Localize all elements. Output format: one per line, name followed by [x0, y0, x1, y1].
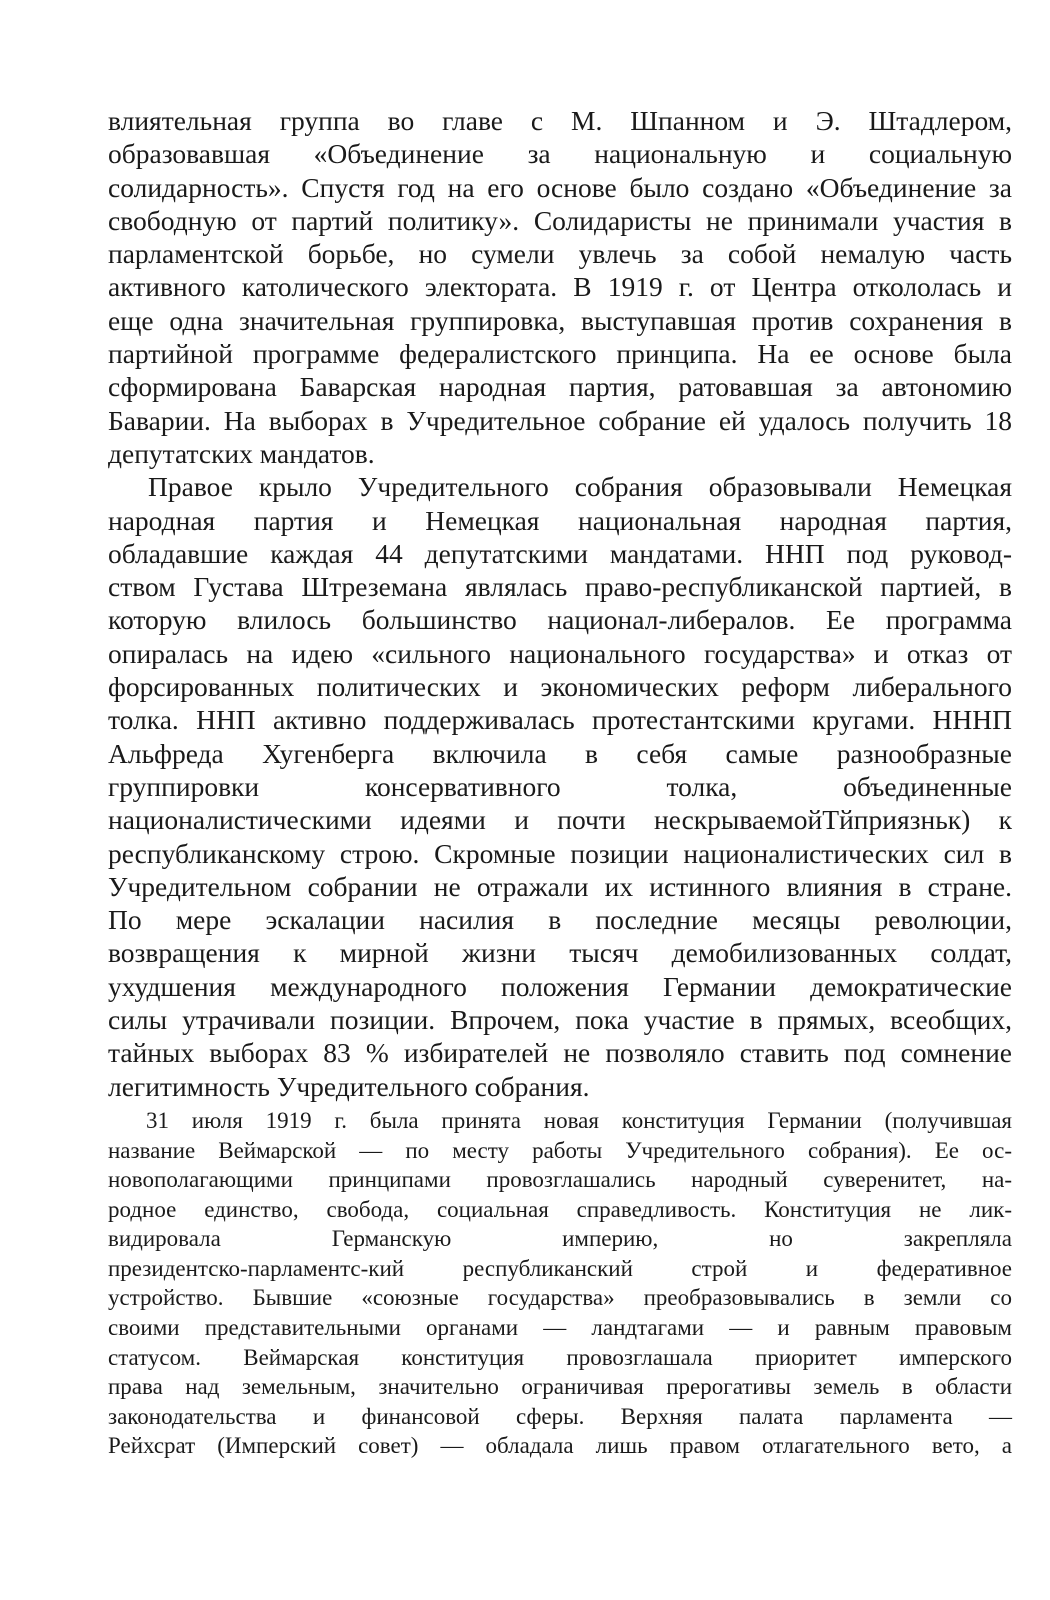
text-line: По мере эскалации насилия в последние месяцы революции, — [108, 904, 1012, 936]
paragraph-1 — [108, 104, 1012, 470]
text-line: ством Густава Штреземана являлась право-республиканской партией, в — [108, 571, 1012, 603]
text-line: родное единство, свобода, социальная справедливость. Конституция не лик- — [108, 1196, 1012, 1222]
text-line: Правое крыло Учредительного собрания образовывали Немецкая — [148, 471, 1012, 503]
text-line: права над земельным, значительно ограничивая прерогативы земель в области — [108, 1374, 1012, 1400]
text-line: новополагающими принципами провозглашались народный суверенитет, на- — [108, 1167, 1012, 1193]
text-line: республиканскому строю. Скромные позиции националистических сил в — [108, 837, 1012, 869]
text-line: силы утрачивали позиции. Впрочем, пока участие в прямых, всеобщих, — [108, 1004, 1012, 1036]
text-line: солидарность». Спустя год на его основе было создано «Объединение за — [108, 171, 1012, 203]
paragraph-3 — [108, 1106, 1012, 1461]
text-line: устройство. Бывшие «союзные государства» преобразовывались в земли со — [108, 1285, 1012, 1311]
text-line: Учредительном собрании не отражали их истинного влияния в стране. — [108, 870, 1012, 902]
text-line: тайных выборах 83 % избирателей не позволяло ставить под сомнение — [108, 1037, 1012, 1069]
document-page — [108, 104, 1012, 1461]
text-line: депутатских мандатов. — [108, 437, 375, 469]
text-line: которую влилось большинство национал-либералов. Ее программа — [108, 604, 1012, 636]
text-line: партийной программе федералистского принципа. На ее основе была — [108, 338, 1012, 370]
text-line: активного католического электората. В 1919 г. от Центра откололась и — [108, 271, 1012, 303]
text-line: ухудшения международного положения Германии демократические — [108, 970, 1012, 1002]
text-line: влиятельная группа во главе с М. Шпанном и Э. Штадлером, — [108, 105, 1012, 136]
text-line: видировала Германскую империю, но закрепляла — [108, 1226, 1012, 1252]
text-line: парламентской борьбе, но сумели увлечь за собой немалую часть — [108, 238, 1012, 270]
text-line: опиралась на идею «сильного национального государства» и отказ от — [108, 637, 1012, 669]
text-line: форсированных политических и экономических реформ либерального — [108, 671, 1012, 703]
text-line: статусом. Веймарская конституция провозглашала приоритет имперского — [108, 1344, 1012, 1370]
text-line: 31 июля 1919 г. была принята новая конституция Германии (получившая — [146, 1107, 1012, 1133]
text-line: свободную от партий политику». Солидаристы не принимали участия в — [108, 204, 1012, 236]
text-line: законодательства и финансовой сферы. Верхняя палата парламента — — [108, 1403, 1012, 1429]
text-line: Рейхсрат (Имперский совет) — обладала лишь правом отлагательного вето, а — [108, 1433, 1012, 1459]
text-line: народная партия и Немецкая национальная народная партия, — [108, 504, 1012, 536]
text-line: толка. ННП активно поддерживалась протестантскими кругами. НННП — [108, 704, 1012, 736]
text-line: президентско-парламентс-кий республиканский строй и федеративное — [108, 1255, 1012, 1281]
text-line: название Веймарской — по месту работы Учредительного собрания). Ее ос- — [108, 1137, 1012, 1163]
text-line: Альфреда Хугенберга включила в себя самые разнообразные — [108, 737, 1012, 769]
text-line: группировки консервативного толка, объединенные — [108, 770, 1012, 802]
text-line: националистическими идеями и почти нескрываемойТйприязньк) к — [108, 804, 1012, 836]
text-line: еще одна значительная группировка, выступавшая против сохранения в — [108, 304, 1012, 336]
text-line: легитимность Учредительного собрания. — [108, 1070, 590, 1102]
paragraph-2 — [108, 470, 1012, 1103]
text-line: образовавшая «Объединение за национальную и социальную — [108, 138, 1012, 170]
text-line: обладавшие каждая 44 депутатскими мандатами. ННП под руковод- — [108, 537, 1012, 569]
text-line: сформирована Баварская народная партия, ратовавшая за автономию — [108, 371, 1012, 403]
text-line: Баварии. На выборах в Учредительное собрание ей удалось получить 18 — [108, 404, 1012, 436]
text-line: своими представительными органами — ландтагами — и равным правовым — [108, 1315, 1012, 1341]
text-line: возвращения к мирной жизни тысяч демобилизованных солдат, — [108, 937, 1012, 969]
